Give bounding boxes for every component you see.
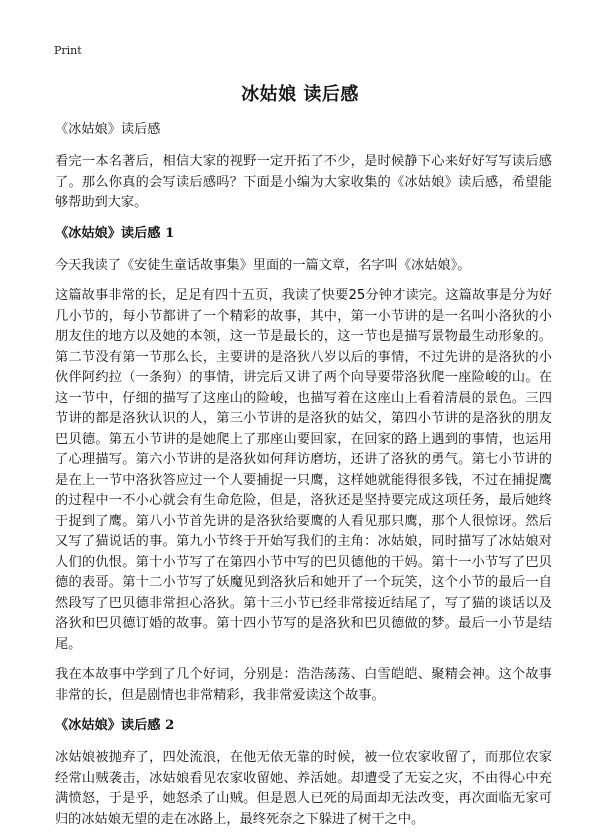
section-1-paragraph-2: 这篇故事非常的长，足足有四十五页，我读了快要25分钟才读完。这篇故事是分为好几小节的，每小节都讲了一个精彩的故事，其中，第一小节讲的是一名叫小洛狄的小朋友住的地方以及她的本领，这一节是最长的，这一节也是描写景物最生动形象的。第二节没有第一节那么长，主要讲的是洛狄八岁以后的事情，不过先讲的是洛狄的小伙伴阿约拉（一条狗）的事情，讲完后又讲了两个向导要带洛狄爬一座险峻的山。在这一节中，仔细的描写了这座山的险峻，也描写着在这座山上看着清晨的景色。三四节讲的都是洛狄认识的人，第三小节讲的是洛狄的姑父，第四小节讲的是洛狄的朋友巴贝德。第五小节讲的是她爬上了那座山要回家，在回家的路上遇到的事情，也运用了心理描写。第六小节讲的是洛狄如何拜访磨坊，还讲了洛狄的勇气。第七小节讲的是在上一节中洛狄答应过一个人要捕捉一只鹰，这样她就能得很多钱，不过在捕捉鹰的过程中一不小心就会有生命危险，但是，洛狄还是坚持要完成这项任务，最后她终于捉到了鹰。第八小节首先讲的是洛狄给要鹰的人看见那只鹰，那个人很惊讶。然后又写了猫说话的事。第九小节终于开始写我们的主角：冰姑娘，同时描写了冰姑娘对人们的仇恨。第十小节写了在第四小节中写的巴贝德他的干妈。第十一小节写了巴贝德的表哥。第十二小节写了妖魔见到洛狄后和她开了一个玩笑，这个小节的最后一自然段写了巴贝德非常担心洛狄。第十三小节已经非常接近结尾了，写了猫的谈话以及洛狄和巴贝德订婚的故事。第十四小节写的是洛狄和巴贝德做的梦。最后一小节是结尾。	[55, 288, 552, 652]
intro-paragraph: 看完一本名著后，相信大家的视野一定开拓了不少，是时候静下心来好好写写读后感了。那么你真的会写读后感吗？下面是小编为大家收集的《冰姑娘》读后感，希望能够帮助到大家。	[55, 154, 552, 210]
section-heading-1: 《冰姑娘》读后感 1	[55, 225, 175, 241]
print-link[interactable]: Print	[54, 44, 82, 57]
section-1-paragraph-1: 今天我读了《安徒生童话故事集》里面的一篇文章，名字叫《冰姑娘》。	[55, 257, 471, 273]
section-1-paragraph-3: 我在本故事中学到了几个好词，分别是：浩浩荡荡、白雪皑皑、聚精会神。这个故事非常的长，但是剧情也非常精彩，我非常爱读这个故事。	[55, 667, 552, 703]
section-2-paragraph-1: 冰姑娘被抛弃了，四处流浪，在他无依无靠的时候，被一位农家收留了，而那位农家经常山贼袭击，冰姑娘看见农家收留她、养活她。却遭受了无妄之灾，不由得心中充满愤怒，于是乎，她怒杀了山贼。但是恩人已死的局面却无法改变，再次面临无家可归的冰姑娘无望的走在冰路上，最终死奈之下躲进了树干之中。	[55, 750, 552, 827]
article-body	[55, 120, 552, 840]
page-title: 冰姑娘 读后感	[241, 84, 359, 105]
article-subtitle: 《冰姑娘》读后感	[55, 122, 161, 137]
section-heading-2: 《冰姑娘》读后感 2	[55, 718, 175, 733]
